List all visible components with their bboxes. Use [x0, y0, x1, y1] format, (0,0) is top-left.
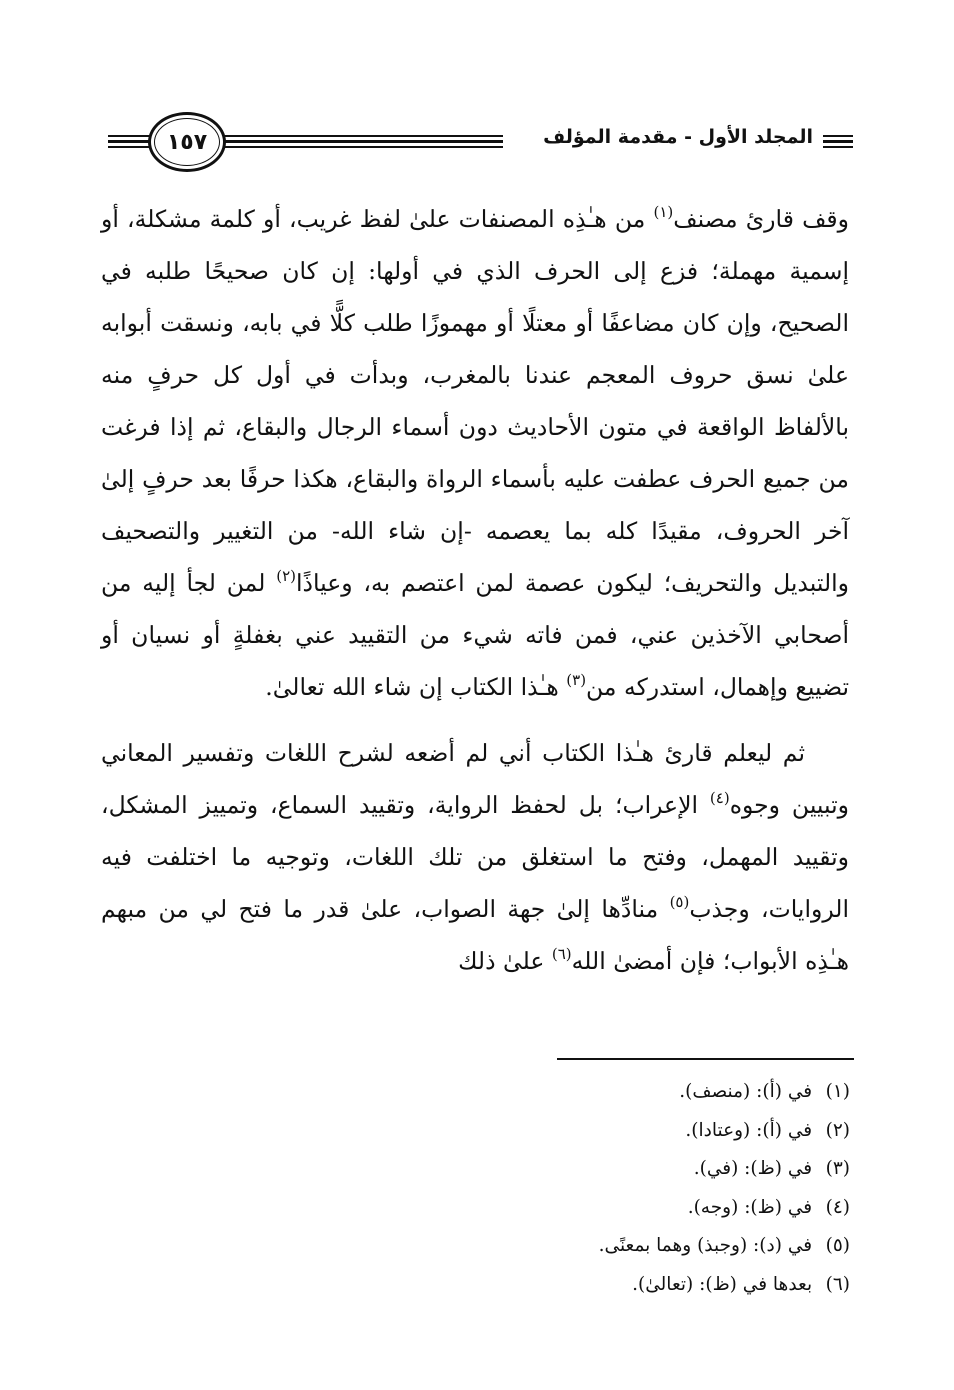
footnotes	[250, 1073, 850, 1304]
footnote-text: في (ظ): (وجه).	[687, 1196, 813, 1218]
header-ornament-rule-left	[223, 135, 503, 147]
main-text	[101, 193, 849, 987]
footnote-item	[250, 1227, 850, 1266]
footnote-marker-5: (٥)	[669, 893, 690, 911]
paragraph-2-segment: منادِّها إلىٰ جهة الصواب، علىٰ قدر ما فتح لي من مبهم هـٰذِه الأبواب؛ فإن أمضىٰ الله	[101, 895, 849, 975]
paragraph-2-segment: ثم ليعلم قارئ هـٰذا الكتاب أني لم أضعه لشرح اللغات وتفسير المعاني وتبيين وجوه	[101, 739, 849, 819]
header-ornament-tail	[108, 135, 150, 147]
page-number-badge	[148, 112, 226, 172]
footnote-item	[250, 1150, 850, 1189]
footnote-marker-3: (٣)	[566, 671, 587, 689]
footnote-marker-4: (٤)	[709, 789, 730, 807]
footnote-item	[250, 1189, 850, 1228]
footnote-number: (١)	[825, 1081, 850, 1102]
paragraph-2	[101, 727, 849, 987]
footnote-text: في (د): (وجبذ) وهما بمعنًى.	[598, 1235, 813, 1256]
footnote-marker-1: (١)	[653, 203, 674, 221]
paragraph-1	[101, 193, 849, 713]
footnote-number: (٤)	[825, 1196, 850, 1218]
paragraph-1-segment: من هـٰذِه المصنفات علىٰ لفظ غريب، أو كلمة مشكلة، أو إسمية مهملة؛ فزع إلى الحرف الذي في أولها: إن كان صحيحًا طلبه في الصحيح، وإن كان مضاعفًا أو معتلًا أو مهموزًا طلب كلًّا في بابه، ونسقت أبوابه علىٰ نسق حروف المعجم عندنا بالمغرب، وبدأت في أول كل حرفٍ منه بالألفاظ الواقعة في متون الأحاديث دون أسماء الرجال والبقاع، ثم إذا فرغت من جميع الحرف عطفت عليه بأسماء الرواة والبقاع، هكذا حرفًا بعد حرفٍ إلىٰ آخر الحروف، مقيدًا كله بما يعصمه -إن شاء الله- من التغيير والتصحيف والتبديل والتحريف؛ ليكون عصمة لمن اعتصم به، وعياذًا	[101, 205, 849, 597]
footnote-text: في (أ): (وعتادا).	[685, 1119, 813, 1141]
footnote-item	[250, 1073, 850, 1112]
footnote-text: بعدها في (ظ): (تعالىٰ).	[632, 1273, 813, 1295]
page-number: ١٥٧	[166, 129, 208, 155]
paragraph-1-segment: وقف قارئ مصنف	[673, 205, 849, 233]
header-ornament-rule-right	[823, 135, 853, 147]
paragraph-1-segment: لمن لجأ إليه من أصحابي الآخذين عني، فمن فاته شيء من التقييد عني بغفلةٍ أو نسيان أو تضييع وإهمال، استدركه من	[101, 569, 849, 701]
paragraph-2-segment: الإعراب؛ بل لحفظ الرواية، وتقييد السماع، وتمييز المشكل، وتقييد المهمل، وفتح ما استغلق من تلك اللغات، وتوجيه ما اختلفت فيه الروايات، وجذب	[101, 791, 849, 923]
running-header	[108, 112, 853, 172]
footnote-number: (٥)	[825, 1235, 850, 1256]
footnote-item	[250, 1112, 850, 1151]
footnote-number: (٣)	[825, 1158, 850, 1179]
footnote-item	[250, 1266, 850, 1305]
paragraph-1-segment: هـٰذا الكتاب إن شاء الله تعالىٰ.	[265, 673, 567, 701]
footnote-number: (٢)	[825, 1119, 850, 1141]
footnote-number: (٦)	[825, 1273, 850, 1295]
footnote-marker-6: (٦)	[551, 945, 572, 963]
footnote-separator	[557, 1058, 854, 1060]
footnote-marker-2: (٢)	[276, 567, 296, 585]
footnote-text: في (أ): (منصف).	[679, 1081, 813, 1102]
paragraph-2-segment: علىٰ ذلك	[458, 947, 552, 975]
header-title: المجلد الأول - مقدمة المؤلف	[543, 126, 813, 148]
footnote-text: في (ظ): (في).	[693, 1158, 813, 1179]
